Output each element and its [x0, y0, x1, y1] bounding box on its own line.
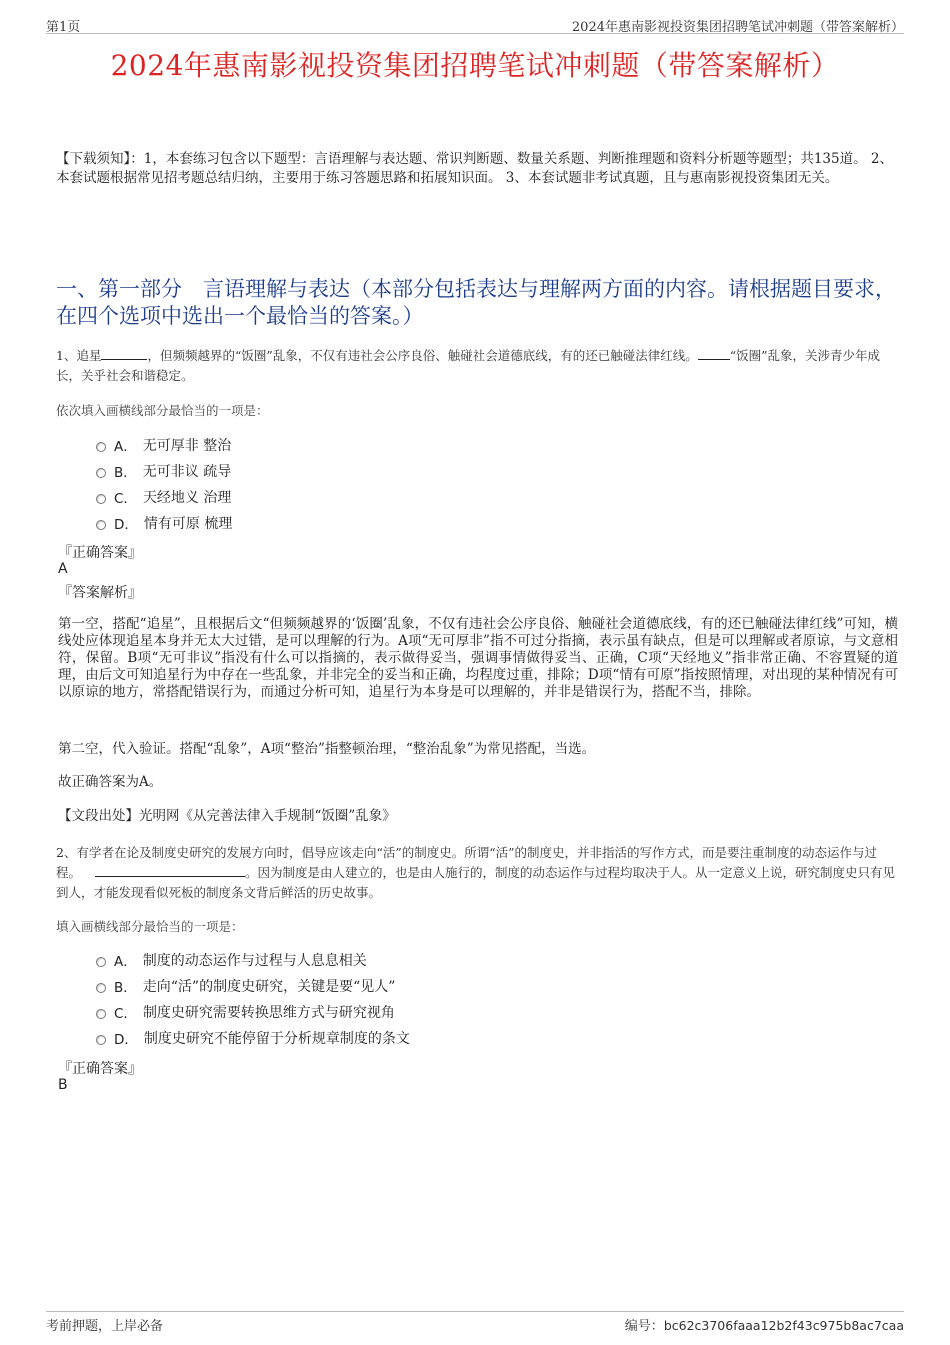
question-1-stem-part3: “饭圈”乱象，关涉青少年成长，关乎社会和谐稳定。 [56, 348, 881, 383]
question-2-answer: B [58, 1077, 68, 1093]
question-2-stem-part2: 。因为制度是由人建立的，也是由人施行的，制度的动态运作与过程均取决于人。从一定意义上说，研究制度史只有见到人，才能发现看似死板的制度条文背后鲜活的历史故事。 [56, 865, 896, 900]
question-1-answer-label: 『正确答案』 [58, 545, 142, 561]
question-2-options [96, 947, 410, 1051]
question-2-answer-label: 『正确答案』 [58, 1061, 142, 1077]
footer-code [625, 1315, 904, 1334]
section-heading: 一、第一部分 言语理解与表达（本部分包括表达与理解两方面的内容。请根据题目要求，在四个选项中选出一个最恰当的答案。） [56, 277, 896, 328]
question-1-option-a[interactable]: A． 无可厚非 整治 [96, 432, 232, 458]
question-2-option-b[interactable]: B． 走向“活”的制度史研究，关键是要“见人” [96, 973, 410, 999]
document-title: 2024年惠南影视投资集团招聘笔试冲刺题（带答案解析） [110, 49, 840, 82]
page-number: 第1页 [46, 20, 81, 35]
header-doc-title: 2024年惠南影视投资集团招聘笔试冲刺题（带答案解析） [571, 20, 904, 35]
question-1-analysis-paragraph-1: 第一空，搭配“追星”，且根据后文“但频频越界的‘饭圈’乱象，不仅有违社会公序良俗、触碰社会道德底线，有的还已触碰法律红线”可知，横线处应体现追星本身并无太大过错，是可以理解的行为。A项“无可厚非”指不可过分指摘，表示虽有缺点，但是可以理解或者原谅，与文意相符，保留。B项“无可非议”指没有什么可以指摘的，表示做得妥当，强调事情做得妥当、正确，C项“天经地义”指非常正确、不容置疑的道理，由后文可知追星行为中存在一些乱象，并非完全的妥当和正确，均程度过重，排除；D项“情有可原”指按照情理，对出现的某种情况有可以原谅的地方，常搭配错误行为，而通过分析可知，追星行为本身是可以理解的，并非是错误行为，搭配不当，排除。 [58, 616, 898, 700]
radio-icon[interactable] [96, 957, 106, 967]
radio-icon[interactable] [96, 520, 106, 530]
question-1-blank-1 [101, 346, 147, 360]
question-2-stem [56, 843, 898, 903]
page-footer [46, 1311, 904, 1333]
question-1-options [96, 432, 232, 536]
question-1-analysis-label: 『答案解析』 [58, 585, 142, 601]
question-1-answer: A [58, 561, 68, 577]
question-1-source: 【文段出处】光明网《从完善法律入手规制“饭圈”乱象》 [58, 808, 396, 824]
question-2-option-a[interactable]: A． 制度的动态运作与过程与人息息相关 [96, 947, 410, 973]
question-2-blank [95, 863, 245, 877]
footer-code-label: 编号： [624, 1319, 664, 1334]
question-2-option-d[interactable]: D． 制度史研究不能停留于分析规章制度的条文 [96, 1025, 410, 1051]
footer-slogan: 考前押题，上岸必备 [46, 1319, 164, 1334]
question-2-option-c[interactable]: C． 制度史研究需要转换思维方式与研究视角 [96, 999, 410, 1025]
question-1-stem-part1: 1、追星 [56, 348, 102, 363]
question-1-analysis-paragraph-2: 第二空，代入验证。搭配“乱象”，A项“整治”指整顿治理，“整治乱象”为常见搭配，当选。 [58, 741, 596, 757]
download-notice: 【下载须知】：1，本套练习包含以下题型：言语理解与表达题、常识判断题、数量关系题、判断推理题和资料分析题等题型；共135道。 2、本套试题根据常见招考题总结归纳，主要用于练习答题思路和拓展知识面。 3、本套试题非考试真题，且与惠南影视投资集团无关。 [56, 151, 893, 186]
radio-icon[interactable] [96, 1035, 106, 1045]
question-1-blank-2 [698, 346, 730, 360]
question-1-option-c[interactable]: C． 天经地义 治理 [96, 484, 232, 510]
question-2-prompt: 填入画横线部分最恰当的一项是： [56, 919, 244, 934]
question-1-option-b[interactable]: B． 无可非议 疏导 [96, 458, 232, 484]
question-2-stem-part1: 2、有学者在论及制度史研究的发展方向时，倡导应该走向“活”的制度史。所谓“活”的制度史，并非指活的写作方式，而是要注重制度的动态运作与过程。 [56, 845, 878, 880]
radio-icon[interactable] [96, 494, 106, 504]
footer-code-value: bc62c3706faaa12b2f43c975b8ac7caa [663, 1318, 904, 1333]
radio-icon[interactable] [96, 442, 106, 452]
page-header [46, 14, 904, 34]
question-1-stem-part2: ，但频频越界的“饭圈”乱象，不仅有违社会公序良俗、触碰社会道德底线，有的还已触碰法律红线。 [147, 348, 698, 363]
question-1-option-d[interactable]: D． 情有可原 梳理 [96, 510, 232, 536]
radio-icon[interactable] [96, 1009, 106, 1019]
question-1-stem [56, 346, 898, 386]
radio-icon[interactable] [96, 983, 106, 993]
radio-icon[interactable] [96, 468, 106, 478]
question-1-analysis-paragraph-3: 故正确答案为A。 [58, 774, 163, 790]
question-1-prompt: 依次填入画横线部分最恰当的一项是： [56, 403, 269, 418]
